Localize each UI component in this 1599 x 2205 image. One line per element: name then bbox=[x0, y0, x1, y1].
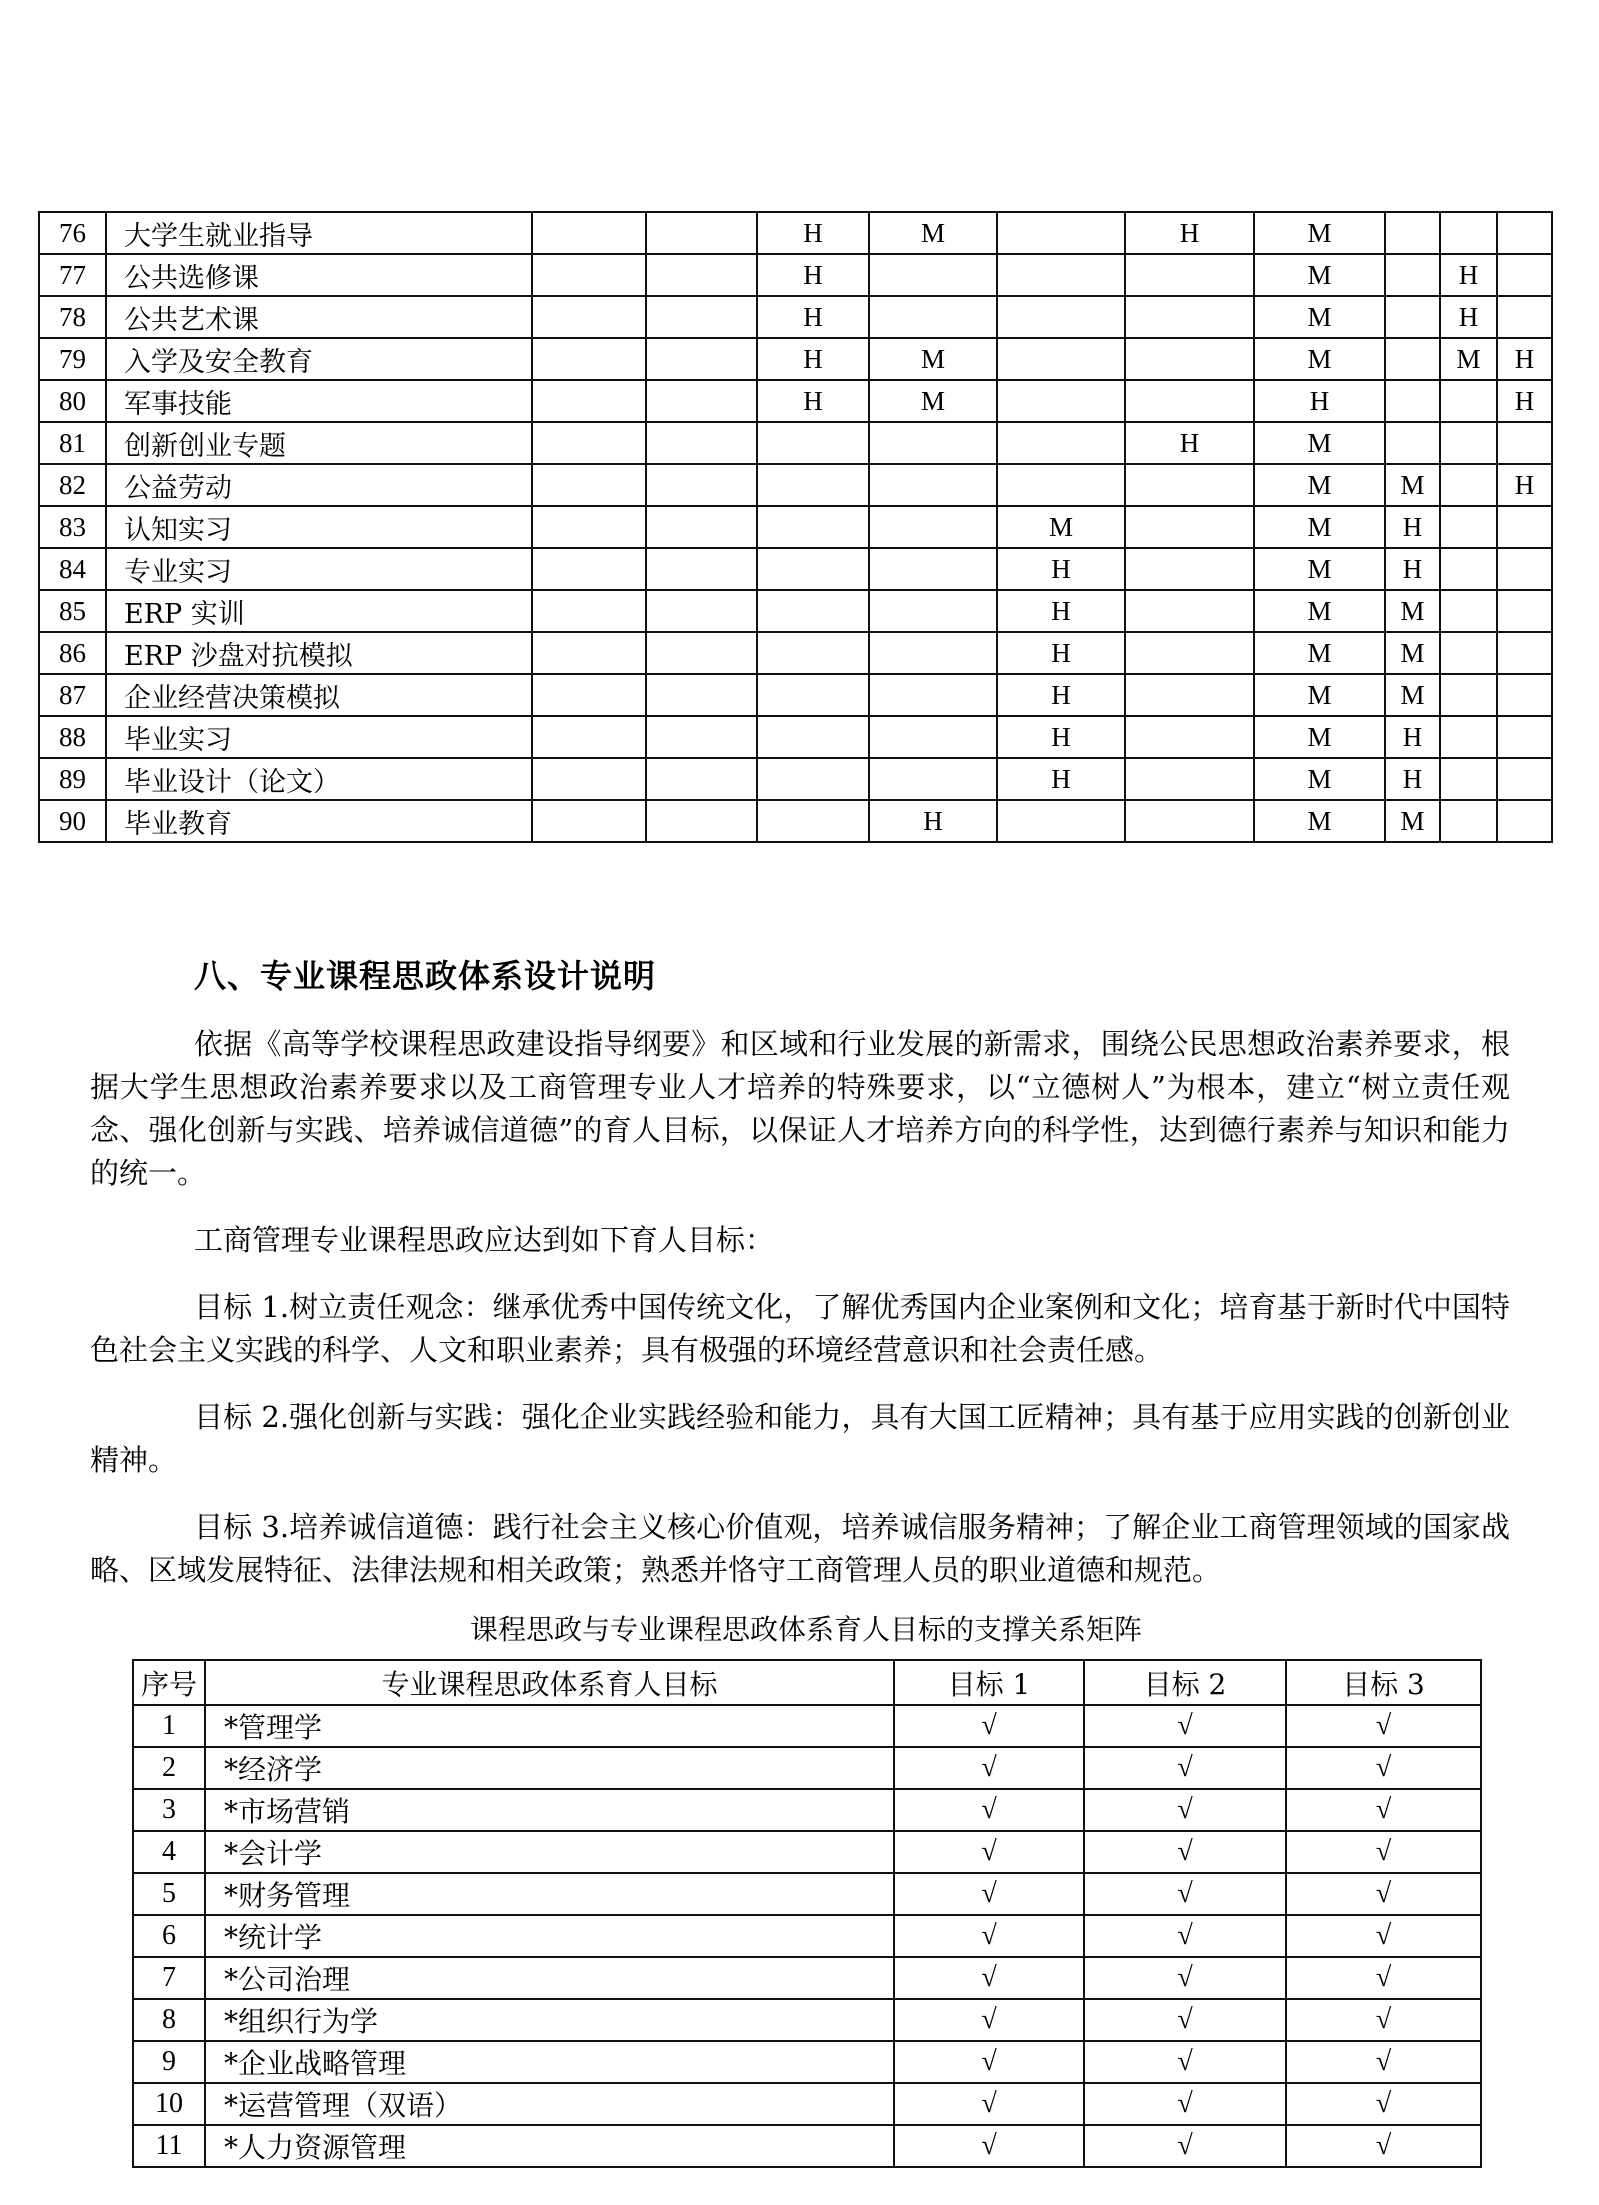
support-level-cell bbox=[869, 716, 997, 758]
course-name-cell: *统计学 bbox=[205, 1915, 894, 1957]
support-level-cell: M bbox=[1254, 674, 1385, 716]
support-level-cell bbox=[532, 758, 646, 800]
support-level-cell bbox=[1385, 212, 1440, 254]
support-level-cell bbox=[757, 758, 869, 800]
support-level-cell: H bbox=[757, 212, 869, 254]
support-level-cell: M bbox=[869, 338, 997, 380]
support-level-cell: M bbox=[1254, 506, 1385, 548]
support-level-cell bbox=[1497, 674, 1552, 716]
table-row bbox=[133, 1747, 1481, 1789]
checkmark-cell: √ bbox=[894, 1831, 1084, 1873]
table-header-row bbox=[133, 1660, 1481, 1705]
course-name-cell: *人力资源管理 bbox=[205, 2125, 894, 2167]
checkmark-cell: √ bbox=[1286, 2125, 1481, 2167]
header-goal-3: 目标 3 bbox=[1286, 1660, 1481, 1705]
support-level-cell bbox=[646, 380, 757, 422]
support-level-cell bbox=[997, 800, 1125, 842]
checkmark-cell: √ bbox=[1286, 1873, 1481, 1915]
checkmark-cell: √ bbox=[894, 2125, 1084, 2167]
section-body bbox=[90, 1023, 1510, 1616]
support-level-cell bbox=[869, 254, 997, 296]
support-level-cell bbox=[997, 338, 1125, 380]
row-number-cell: 88 bbox=[39, 716, 106, 758]
support-level-cell bbox=[1497, 758, 1552, 800]
support-level-cell bbox=[1497, 590, 1552, 632]
support-level-cell: M bbox=[1254, 338, 1385, 380]
table-row bbox=[133, 1831, 1481, 1873]
header-index: 序号 bbox=[133, 1660, 205, 1705]
checkmark-cell: √ bbox=[1286, 1705, 1481, 1747]
support-level-cell bbox=[1440, 758, 1497, 800]
table-row bbox=[133, 2041, 1481, 2083]
support-level-cell bbox=[1497, 716, 1552, 758]
checkmark-cell: √ bbox=[1084, 1831, 1286, 1873]
support-level-cell: H bbox=[1385, 548, 1440, 590]
table-row bbox=[39, 632, 1552, 674]
course-name-cell: *经济学 bbox=[205, 1747, 894, 1789]
support-level-cell bbox=[1125, 800, 1254, 842]
support-level-cell bbox=[1385, 380, 1440, 422]
course-name-cell: ERP 实训 bbox=[106, 590, 532, 632]
support-level-cell bbox=[532, 506, 646, 548]
support-level-cell bbox=[869, 674, 997, 716]
checkmark-cell: √ bbox=[1084, 2125, 1286, 2167]
support-level-cell bbox=[646, 674, 757, 716]
table-row bbox=[39, 506, 1552, 548]
support-level-cell bbox=[1497, 254, 1552, 296]
checkmark-cell: √ bbox=[894, 2041, 1084, 2083]
row-number-cell: 7 bbox=[133, 1957, 205, 1999]
support-level-cell bbox=[1497, 422, 1552, 464]
support-level-cell bbox=[757, 632, 869, 674]
checkmark-cell: √ bbox=[1084, 2041, 1286, 2083]
support-level-cell bbox=[1440, 506, 1497, 548]
checkmark-cell: √ bbox=[894, 1789, 1084, 1831]
support-level-cell: H bbox=[1125, 212, 1254, 254]
table-row bbox=[39, 758, 1552, 800]
course-name-cell: *组织行为学 bbox=[205, 1999, 894, 2041]
course-name-cell: 入学及安全教育 bbox=[106, 338, 532, 380]
support-level-cell bbox=[1440, 632, 1497, 674]
table-row bbox=[39, 590, 1552, 632]
support-level-cell bbox=[997, 212, 1125, 254]
checkmark-cell: √ bbox=[1084, 1999, 1286, 2041]
table-row bbox=[39, 212, 1552, 254]
course-name-cell: *财务管理 bbox=[205, 1873, 894, 1915]
support-level-cell bbox=[757, 422, 869, 464]
row-number-cell: 82 bbox=[39, 464, 106, 506]
support-level-cell bbox=[1385, 422, 1440, 464]
support-level-cell bbox=[532, 590, 646, 632]
support-level-cell: H bbox=[757, 338, 869, 380]
support-level-cell: M bbox=[1254, 212, 1385, 254]
support-level-cell bbox=[1125, 506, 1254, 548]
support-level-cell bbox=[532, 380, 646, 422]
row-number-cell: 85 bbox=[39, 590, 106, 632]
support-level-cell bbox=[1125, 338, 1254, 380]
support-level-cell bbox=[869, 758, 997, 800]
support-level-cell bbox=[757, 716, 869, 758]
row-number-cell: 76 bbox=[39, 212, 106, 254]
support-level-cell: M bbox=[1254, 464, 1385, 506]
checkmark-cell: √ bbox=[1286, 1915, 1481, 1957]
checkmark-cell: √ bbox=[1286, 1999, 1481, 2041]
support-level-cell bbox=[532, 548, 646, 590]
support-level-cell bbox=[646, 338, 757, 380]
checkmark-cell: √ bbox=[1084, 1747, 1286, 1789]
table-row bbox=[133, 1957, 1481, 1999]
support-level-cell bbox=[757, 800, 869, 842]
support-level-cell: H bbox=[997, 632, 1125, 674]
support-level-cell: H bbox=[1385, 758, 1440, 800]
support-level-cell bbox=[646, 254, 757, 296]
support-level-cell bbox=[646, 296, 757, 338]
course-name-cell: 毕业实习 bbox=[106, 716, 532, 758]
table-row bbox=[39, 716, 1552, 758]
course-name-cell: *管理学 bbox=[205, 1705, 894, 1747]
table-row bbox=[39, 254, 1552, 296]
row-number-cell: 3 bbox=[133, 1789, 205, 1831]
table-row bbox=[39, 296, 1552, 338]
checkmark-cell: √ bbox=[894, 1999, 1084, 2041]
support-level-cell bbox=[1497, 506, 1552, 548]
support-level-cell bbox=[997, 296, 1125, 338]
support-level-cell bbox=[532, 254, 646, 296]
support-level-cell: M bbox=[1385, 590, 1440, 632]
row-number-cell: 2 bbox=[133, 1747, 205, 1789]
support-level-cell bbox=[1125, 548, 1254, 590]
support-level-cell bbox=[757, 506, 869, 548]
course-name-cell: *企业战略管理 bbox=[205, 2041, 894, 2083]
support-level-cell bbox=[646, 548, 757, 590]
support-level-cell bbox=[869, 590, 997, 632]
support-level-cell bbox=[646, 590, 757, 632]
row-number-cell: 6 bbox=[133, 1915, 205, 1957]
support-level-cell bbox=[646, 716, 757, 758]
support-level-cell: H bbox=[1385, 506, 1440, 548]
row-number-cell: 83 bbox=[39, 506, 106, 548]
row-number-cell: 81 bbox=[39, 422, 106, 464]
support-level-cell bbox=[646, 212, 757, 254]
support-level-cell bbox=[869, 548, 997, 590]
goal-support-matrix-table bbox=[132, 1659, 1482, 2168]
support-level-cell: M bbox=[1385, 674, 1440, 716]
support-level-cell: M bbox=[1254, 632, 1385, 674]
support-level-cell bbox=[1497, 548, 1552, 590]
support-level-cell bbox=[532, 674, 646, 716]
course-name-cell: 毕业教育 bbox=[106, 800, 532, 842]
support-matrix-title: 课程思政与专业课程思政体系育人目标的支撑关系矩阵 bbox=[469, 1613, 1142, 1646]
table-row bbox=[39, 674, 1552, 716]
table-row bbox=[39, 464, 1552, 506]
table-row bbox=[39, 548, 1552, 590]
row-number-cell: 5 bbox=[133, 1873, 205, 1915]
support-level-cell bbox=[1497, 800, 1552, 842]
support-level-cell: H bbox=[997, 590, 1125, 632]
checkmark-cell: √ bbox=[1084, 1873, 1286, 1915]
course-name-cell: 企业经营决策模拟 bbox=[106, 674, 532, 716]
support-level-cell: H bbox=[997, 716, 1125, 758]
support-level-cell: H bbox=[1497, 338, 1552, 380]
support-level-cell bbox=[1440, 380, 1497, 422]
support-level-cell: H bbox=[757, 380, 869, 422]
header-course: 专业课程思政体系育人目标 bbox=[205, 1660, 894, 1705]
paragraph-goal-2: 目标 2.强化创新与实践：强化企业实践经验和能力，具有大国工匠精神；具有基于应用实践的创新创业精神。 bbox=[90, 1400, 1510, 1477]
course-name-cell: ERP 沙盘对抗模拟 bbox=[106, 632, 532, 674]
support-level-cell bbox=[757, 464, 869, 506]
support-level-cell: H bbox=[757, 254, 869, 296]
checkmark-cell: √ bbox=[894, 1915, 1084, 1957]
support-level-cell bbox=[532, 212, 646, 254]
row-number-cell: 80 bbox=[39, 380, 106, 422]
checkmark-cell: √ bbox=[1286, 1957, 1481, 1999]
support-level-cell bbox=[1440, 548, 1497, 590]
support-level-cell: M bbox=[1254, 800, 1385, 842]
support-level-cell bbox=[997, 464, 1125, 506]
table-row bbox=[133, 1999, 1481, 2041]
support-level-cell bbox=[1125, 632, 1254, 674]
support-level-cell: H bbox=[1440, 296, 1497, 338]
checkmark-cell: √ bbox=[1286, 1789, 1481, 1831]
support-level-cell: H bbox=[997, 548, 1125, 590]
checkmark-cell: √ bbox=[1286, 1747, 1481, 1789]
support-level-cell bbox=[757, 590, 869, 632]
row-number-cell: 10 bbox=[133, 2083, 205, 2125]
row-number-cell: 84 bbox=[39, 548, 106, 590]
checkmark-cell: √ bbox=[1084, 1705, 1286, 1747]
support-level-cell bbox=[1440, 590, 1497, 632]
support-level-cell bbox=[646, 422, 757, 464]
checkmark-cell: √ bbox=[894, 1873, 1084, 1915]
support-level-cell bbox=[1440, 716, 1497, 758]
support-level-cell: M bbox=[1254, 716, 1385, 758]
support-level-cell bbox=[869, 422, 997, 464]
support-level-cell: H bbox=[1497, 380, 1552, 422]
row-number-cell: 4 bbox=[133, 1831, 205, 1873]
support-level-cell bbox=[1385, 296, 1440, 338]
support-level-cell bbox=[1440, 464, 1497, 506]
course-name-cell: *运营管理（双语） bbox=[205, 2083, 894, 2125]
support-level-cell: H bbox=[1125, 422, 1254, 464]
header-goal-2: 目标 2 bbox=[1084, 1660, 1286, 1705]
course-name-cell: 公共选修课 bbox=[106, 254, 532, 296]
support-level-cell bbox=[1440, 674, 1497, 716]
support-level-cell: H bbox=[869, 800, 997, 842]
checkmark-cell: √ bbox=[1286, 2041, 1481, 2083]
row-number-cell: 1 bbox=[133, 1705, 205, 1747]
support-level-cell bbox=[997, 422, 1125, 464]
row-number-cell: 90 bbox=[39, 800, 106, 842]
support-level-cell bbox=[869, 506, 997, 548]
support-level-cell bbox=[1385, 254, 1440, 296]
support-level-cell bbox=[646, 464, 757, 506]
course-name-cell: 创新创业专题 bbox=[106, 422, 532, 464]
support-level-cell bbox=[646, 758, 757, 800]
table-row bbox=[133, 1705, 1481, 1747]
support-level-cell: H bbox=[757, 296, 869, 338]
paragraph-goal-1: 目标 1.树立责任观念：继承优秀中国传统文化，了解优秀国内企业案例和文化；培育基于新时代中国特色社会主义实践的科学、人文和职业素养；具有极强的环境经营意识和社会责任感。 bbox=[90, 1290, 1510, 1367]
course-name-cell: *公司治理 bbox=[205, 1957, 894, 1999]
row-number-cell: 79 bbox=[39, 338, 106, 380]
table-row bbox=[39, 338, 1552, 380]
table-row bbox=[133, 1873, 1481, 1915]
course-name-cell: *会计学 bbox=[205, 1831, 894, 1873]
paragraph-goal-3: 目标 3.培养诚信道德：践行社会主义核心价值观，培养诚信服务精神；了解企业工商管理领域的国家战略、区域发展特征、法律法规和相关政策；熟悉并恪守工商管理人员的职业道德和规范。 bbox=[90, 1510, 1510, 1587]
support-level-cell: M bbox=[1254, 296, 1385, 338]
support-level-cell bbox=[1125, 464, 1254, 506]
support-level-cell bbox=[532, 338, 646, 380]
support-level-cell bbox=[997, 254, 1125, 296]
checkmark-cell: √ bbox=[1084, 1915, 1286, 1957]
support-level-cell bbox=[1497, 296, 1552, 338]
checkmark-cell: √ bbox=[1084, 1789, 1286, 1831]
checkmark-cell: √ bbox=[894, 1747, 1084, 1789]
paragraph-goals-intro: 工商管理专业课程思政应达到如下育人目标： bbox=[194, 1223, 775, 1257]
paragraph-design-overview: 依据《高等学校课程思政建设指导纲要》和区域和行业发展的新需求，围绕公民思想政治素养要求，根据大学生思想政治素养要求以及工商管理专业人才培养的特殊要求，以“立德树人”为根本，建立“树立责任观念、强化创新与实践、培养诚信道德”的育人目标，以保证人才培养方向的科学性，达到德行素养与知识和能力的统一。 bbox=[90, 1027, 1510, 1190]
checkmark-cell: √ bbox=[894, 2083, 1084, 2125]
support-level-cell bbox=[532, 296, 646, 338]
support-level-cell bbox=[532, 464, 646, 506]
support-level-cell: H bbox=[997, 758, 1125, 800]
support-level-cell bbox=[1125, 758, 1254, 800]
support-level-cell: M bbox=[1385, 800, 1440, 842]
support-level-cell bbox=[1440, 800, 1497, 842]
checkmark-cell: √ bbox=[894, 1705, 1084, 1747]
support-level-cell bbox=[532, 632, 646, 674]
support-level-cell bbox=[1440, 422, 1497, 464]
support-level-cell bbox=[1125, 716, 1254, 758]
support-level-cell: H bbox=[1385, 716, 1440, 758]
support-level-cell: M bbox=[869, 380, 997, 422]
support-level-cell bbox=[532, 716, 646, 758]
support-level-cell bbox=[1497, 632, 1552, 674]
support-level-cell: M bbox=[997, 506, 1125, 548]
table-row bbox=[133, 2083, 1481, 2125]
support-level-cell bbox=[532, 800, 646, 842]
support-level-cell bbox=[1125, 590, 1254, 632]
checkmark-cell: √ bbox=[1084, 2083, 1286, 2125]
course-name-cell: 公益劳动 bbox=[106, 464, 532, 506]
support-level-cell bbox=[532, 422, 646, 464]
row-number-cell: 77 bbox=[39, 254, 106, 296]
course-name-cell: 毕业设计（论文） bbox=[106, 758, 532, 800]
support-level-cell bbox=[1125, 254, 1254, 296]
support-level-cell: M bbox=[869, 212, 997, 254]
support-level-cell bbox=[646, 506, 757, 548]
support-level-cell: M bbox=[1254, 422, 1385, 464]
support-level-cell bbox=[997, 380, 1125, 422]
support-level-cell bbox=[757, 674, 869, 716]
support-level-cell: M bbox=[1254, 548, 1385, 590]
row-number-cell: 8 bbox=[133, 1999, 205, 2041]
checkmark-cell: √ bbox=[894, 1957, 1084, 1999]
table-row bbox=[133, 1789, 1481, 1831]
section-heading: 八、专业课程思政体系设计说明 bbox=[194, 957, 657, 995]
table-row bbox=[39, 380, 1552, 422]
table-row bbox=[133, 2125, 1481, 2167]
course-name-cell: 专业实习 bbox=[106, 548, 532, 590]
support-level-cell bbox=[869, 632, 997, 674]
checkmark-cell: √ bbox=[1286, 1831, 1481, 1873]
support-level-cell bbox=[1125, 380, 1254, 422]
support-level-cell: M bbox=[1440, 338, 1497, 380]
row-number-cell: 87 bbox=[39, 674, 106, 716]
course-name-cell: 大学生就业指导 bbox=[106, 212, 532, 254]
row-number-cell: 89 bbox=[39, 758, 106, 800]
course-name-cell: *市场营销 bbox=[205, 1789, 894, 1831]
support-level-cell: H bbox=[1440, 254, 1497, 296]
support-level-cell: M bbox=[1385, 464, 1440, 506]
course-name-cell: 认知实习 bbox=[106, 506, 532, 548]
support-level-cell bbox=[646, 632, 757, 674]
checkmark-cell: √ bbox=[1286, 2083, 1481, 2125]
support-level-cell: H bbox=[997, 674, 1125, 716]
support-level-cell bbox=[1440, 212, 1497, 254]
course-requirement-matrix-table bbox=[38, 211, 1553, 843]
row-number-cell: 78 bbox=[39, 296, 106, 338]
support-level-cell bbox=[869, 464, 997, 506]
support-level-cell: M bbox=[1254, 254, 1385, 296]
support-level-cell: M bbox=[1254, 590, 1385, 632]
support-level-cell: M bbox=[1254, 758, 1385, 800]
header-goal-1: 目标 1 bbox=[894, 1660, 1084, 1705]
support-level-cell bbox=[869, 296, 997, 338]
table-row bbox=[39, 422, 1552, 464]
support-level-cell bbox=[1125, 674, 1254, 716]
support-level-cell: H bbox=[1254, 380, 1385, 422]
row-number-cell: 86 bbox=[39, 632, 106, 674]
support-level-cell bbox=[1385, 338, 1440, 380]
course-name-cell: 公共艺术课 bbox=[106, 296, 532, 338]
row-number-cell: 11 bbox=[133, 2125, 205, 2167]
support-level-cell bbox=[1125, 296, 1254, 338]
table-row bbox=[39, 800, 1552, 842]
support-level-cell bbox=[1497, 212, 1552, 254]
row-number-cell: 9 bbox=[133, 2041, 205, 2083]
support-level-cell bbox=[646, 800, 757, 842]
support-level-cell: M bbox=[1385, 632, 1440, 674]
course-name-cell: 军事技能 bbox=[106, 380, 532, 422]
support-level-cell bbox=[757, 548, 869, 590]
support-level-cell: H bbox=[1497, 464, 1552, 506]
table-row bbox=[133, 1915, 1481, 1957]
checkmark-cell: √ bbox=[1084, 1957, 1286, 1999]
